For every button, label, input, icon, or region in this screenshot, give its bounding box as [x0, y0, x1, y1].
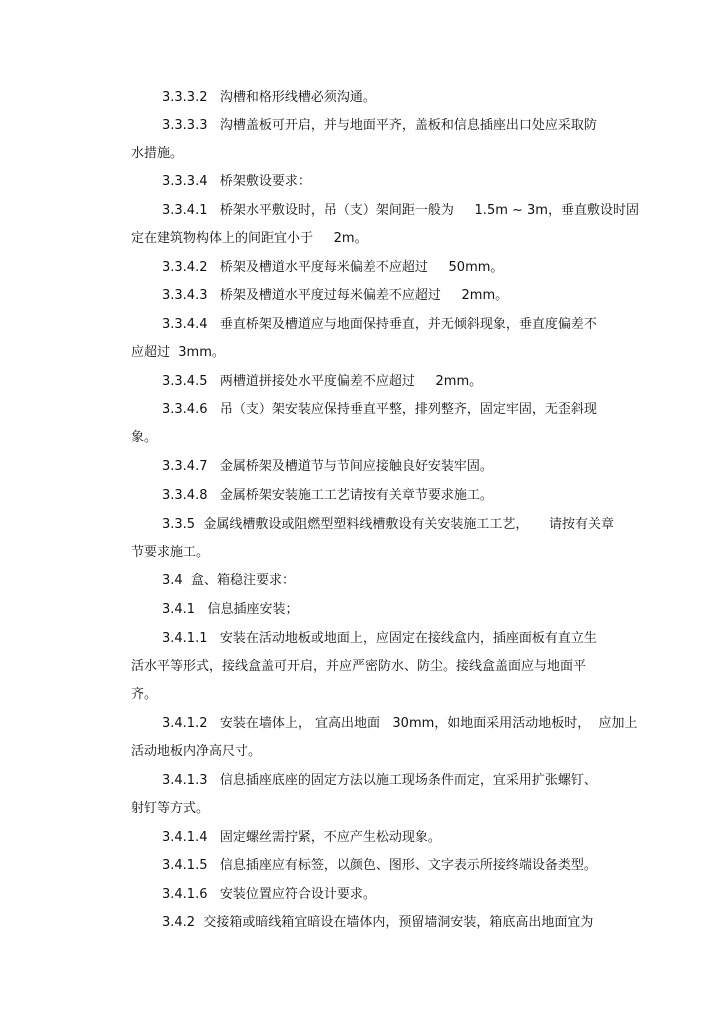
text-line: 活水平等形式，接线盒盖可开启，并应严密防水、防尘。接线盒盖面应与地面平: [131, 659, 587, 674]
paragraph-3-4-1-6: [131, 881, 617, 909]
text-line: 3.4.1.3 信息插座底座的固定方法以施工现场条件而定，宜采用扩张螺钉、: [162, 773, 597, 788]
text-line: 3.4.1.2 安装在墙体上， 宜高出地面 30mm，如地面采用活动地板时， 应加上: [162, 716, 638, 731]
text-line: 3.3.3.4 桥架敷设要求：: [162, 174, 311, 189]
text-line: 活动地板内净高尺寸。: [131, 744, 262, 759]
text-line: 3.3.4.4 垂直桥架及槽道应与地面保持垂直，并无倾斜现象，垂直度偏差不: [162, 317, 597, 332]
text-line: 3.3.4.6 吊（支）架安装应保持垂直平整，排列整齐，固定牢固，无歪斜现: [162, 402, 597, 417]
paragraph-3-3-3-2: [131, 84, 617, 112]
text-line: 3.4 盒、箱稳注要求：: [162, 573, 295, 588]
paragraph-3-3-4-8: [131, 482, 617, 510]
paragraph-3-3-4-4: [131, 311, 617, 367]
paragraph-3-4-1-4: [131, 824, 617, 852]
paragraph-3-3-5: [131, 511, 617, 567]
text-line: 3.3.3.3 沟槽盖板可开启，并与地面平齐，盖板和信息插座出口处应采取防: [162, 118, 597, 133]
section-heading-3-4-1: [131, 596, 617, 624]
paragraph-3-3-4-7: [131, 453, 617, 481]
text-line: 水措施。: [131, 146, 184, 161]
paragraph-3-3-3-4: [131, 168, 617, 196]
paragraph-3-3-4-6: [131, 396, 617, 452]
text-line: 3.3.4.3 桥架及槽道水平度过每米偏差不应超过 2mm。: [162, 288, 509, 303]
text-line: 节要求施工。: [131, 545, 210, 560]
paragraph-3-3-4-1: [131, 197, 639, 253]
paragraph-3-4-2: [131, 909, 617, 937]
text-line: 3.3.3.2 沟槽和格形线槽必须沟通。: [162, 90, 376, 105]
text-line: 3.3.4.1 桥架水平敷设时，吊（支）架间距一般为 1.5m ~ 3m，垂直敷设时固: [162, 203, 639, 218]
text-line: 3.3.4.7 金属桥架及槽道节与节间应接触良好安装牢固。: [162, 459, 493, 474]
text-line: 应超过 3mm。: [131, 345, 225, 360]
text-line: 定在建筑物构体上的间距宜小于 2m。: [131, 231, 368, 246]
paragraph-3-3-4-2: [131, 254, 617, 282]
paragraph-3-3-4-5: [131, 368, 617, 396]
text-line: 齐。: [131, 687, 158, 702]
paragraph-3-4-1-3: [131, 767, 617, 823]
text-line: 3.4.1.5 信息插座应有标签，以颜色、图形、文字表示所接终端设备类型。: [162, 858, 597, 873]
text-line: 3.4.1 信息插座安装；: [162, 602, 299, 617]
paragraph-3-3-4-3: [131, 282, 617, 310]
text-line: 3.3.5 金属线槽敷设或阻燃型塑料线槽敷设有关安装施工工艺， 请按有关章: [162, 517, 615, 532]
text-line: 3.4.1.4 固定螺丝需拧紧，不应产生松动现象。: [162, 830, 441, 845]
text-line: 3.3.4.2 桥架及槽道水平度每米偏差不应超过 50mm。: [162, 260, 504, 275]
paragraph-3-4-1-1: [131, 625, 617, 709]
text-line: 3.4.2 交接箱或暗线箱宜暗设在墙体内，预留墙洞安装，箱底高出地面宜为: [162, 915, 594, 930]
text-line: 3.4.1.1 安装在活动地板或地面上，应固定在接线盒内，插座面板有直立生: [162, 631, 597, 646]
text-line: 射钉等方式。: [131, 801, 210, 816]
paragraph-3-4-1-2: [131, 710, 638, 766]
paragraph-3-3-3-3: [131, 112, 617, 168]
paragraph-3-4-1-5: [131, 852, 617, 880]
text-line: 3.3.4.5 两槽道拼接处水平度偏差不应超过 2mm。: [162, 374, 483, 389]
text-line: 3.4.1.6 安装位置应符合设计要求。: [162, 887, 376, 902]
section-heading-3-4: [131, 567, 617, 595]
text-line: 3.3.4.8 金属桥架安装施工工艺请按有关章节要求施工。: [162, 488, 493, 503]
text-line: 象。: [131, 430, 158, 445]
